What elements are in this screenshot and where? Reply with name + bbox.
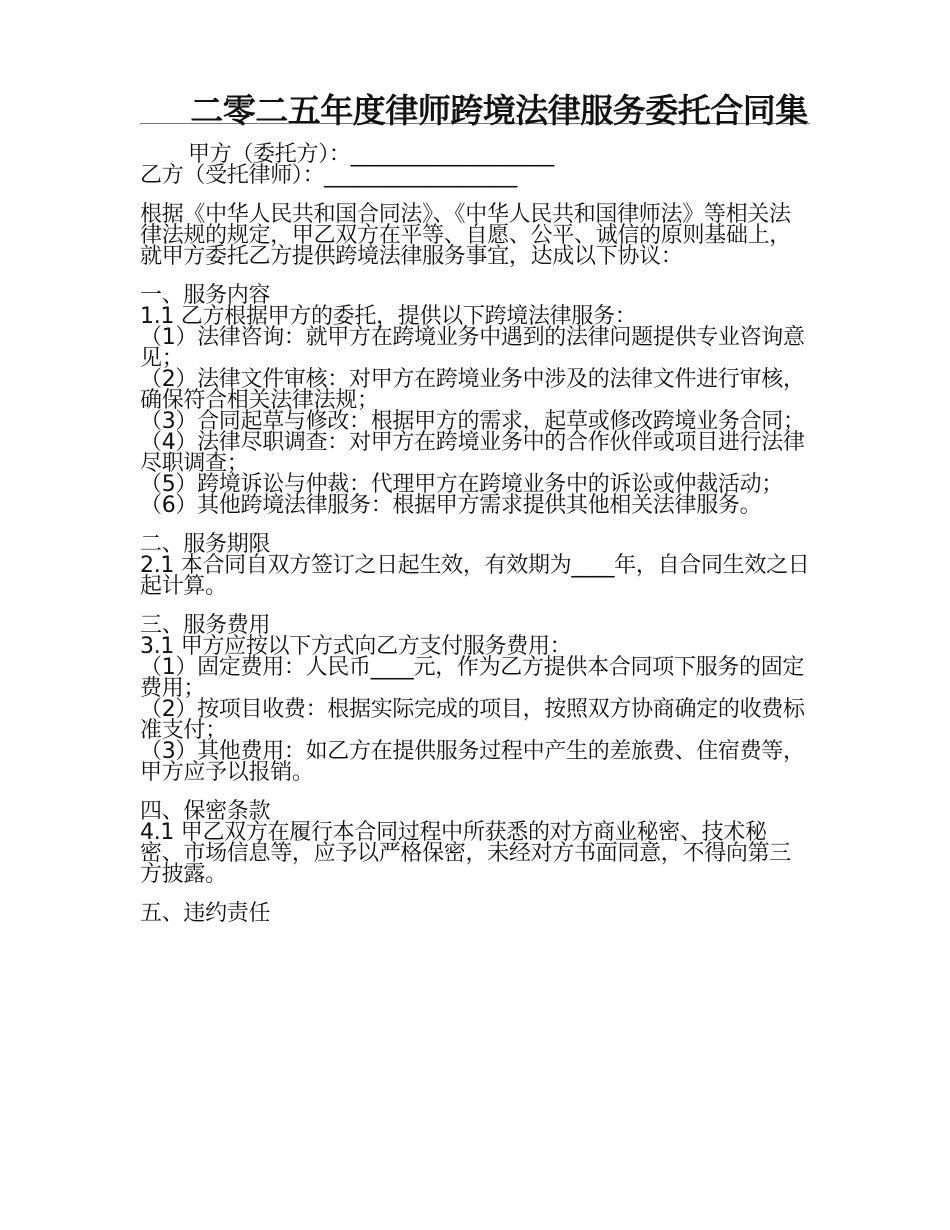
document-page xyxy=(140,91,810,926)
clause-line: （1）法律咨询：就甲方在跨境业务中遇到的法律问题提供专业咨询意见； xyxy=(140,325,805,371)
clause-line: （5）跨境诉讼与仲裁：代理甲方在跨境业务中的诉讼或仲裁活动； xyxy=(140,472,783,497)
clause-line: （3）其他费用：如乙方在提供服务过程中产生的差旅费、住宿费等，甲方应予以报销。 xyxy=(140,739,805,785)
clause-line: （4）法律尽职调查：对甲方在跨境业务中的合作伙伴或项目进行法律尽职调查； xyxy=(140,430,805,476)
clause-line: 1.1 乙方根据甲方的委托，提供以下跨境法律服务： xyxy=(140,304,637,329)
section-heading: 一、服务内容 xyxy=(140,283,271,308)
section-heading: 四、保密条款 xyxy=(140,799,271,824)
party-a-line: 甲方（委托方）：___________________ xyxy=(188,142,554,167)
section-heading: 三、服务费用 xyxy=(140,613,271,638)
section-heading: 二、服务期限 xyxy=(140,532,271,557)
clause-line: （1）固定费用：人民币____元，作为乙方提供本合同项下服务的固定费用； xyxy=(140,655,805,701)
clause-line: （3）合同起草与修改：根据甲方的需求，起草或修改跨境业务合同； xyxy=(140,409,805,434)
party-b-line: 乙方（受托律师）：__________________ xyxy=(140,163,517,188)
clause-line: （2）法律文件审核：对甲方在跨境业务中涉及的法律文件进行审核，确保符合相关法律法规； xyxy=(140,367,805,413)
clause-line: 3.1 甲方应按以下方式向乙方支付服务费用： xyxy=(140,634,572,659)
document-title: 二零二五年度律师跨境法律服务委托合同集 xyxy=(190,91,808,130)
clause-line: （6）其他跨境法律服务：根据甲方需求提供其他相关法律服务。 xyxy=(140,493,762,518)
section-heading: 五、违约责任 xyxy=(140,901,271,926)
clause-line: 2.1 本合同自双方签订之日起生效，有效期为____年，自合同生效之日起计算。 xyxy=(140,553,810,599)
clause-line: （2）按项目收费：根据实际完成的项目，按照双方协商确定的收费标准支付； xyxy=(140,697,805,743)
clause-line: 4.1 甲乙双方在履行本合同过程中所获悉的对方商业秘密、技术秘密、市场信息等，应予以严格保密，未经对方书面同意，不得向第三方披露。 xyxy=(140,820,792,887)
preamble-paragraph: 根据《中华人民共和国合同法》、《中华人民共和国律师法》等相关法律法规的规定，甲乙双方在平等、自愿、公平、诚信的原则基础上，就甲方委托乙方提供跨境法律服务事宜，达成以下协议： xyxy=(140,202,792,269)
